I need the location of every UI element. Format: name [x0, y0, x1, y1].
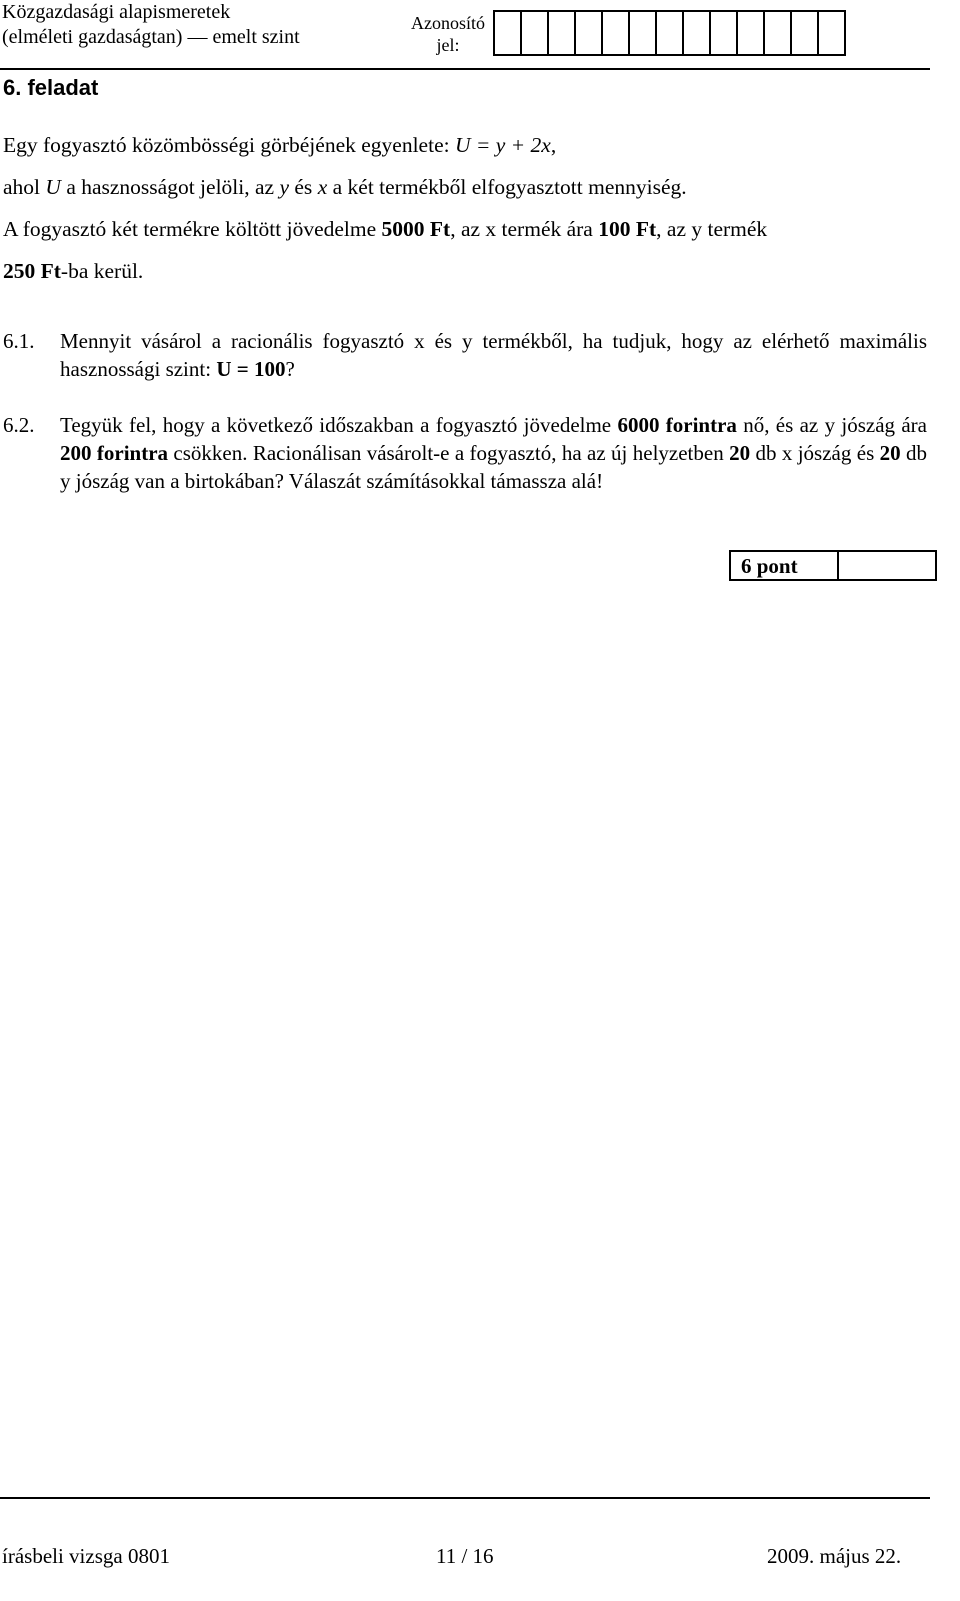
intro-line-1: Egy fogyasztó közömbösségi görbéjének egyenlete: U = y + 2x,: [3, 133, 557, 157]
footer-date: 2009. május 22.: [767, 1544, 902, 1568]
price-x-value: 100 Ft: [598, 217, 657, 241]
score-label: 6 pont: [731, 552, 839, 579]
score-input-field[interactable]: [839, 552, 935, 579]
intro-line-4: 250 Ft-ba kerül.: [3, 259, 144, 283]
header-subject: [2, 0, 300, 50]
header-divider: [0, 68, 930, 70]
score-box: [729, 550, 937, 581]
income-value: 5000 Ft: [381, 217, 451, 241]
id-code-box[interactable]: [520, 10, 549, 56]
id-code-box[interactable]: [628, 10, 657, 56]
id-code-box[interactable]: [601, 10, 630, 56]
price-y-value: 250 Ft: [3, 259, 61, 283]
id-code-box[interactable]: [655, 10, 684, 56]
footer-page-number: 11 / 16: [436, 1544, 494, 1568]
id-code-box[interactable]: [790, 10, 819, 56]
intro-line-2: ahol U a hasznosságot jelöli, az y és x a két termékből elfogyasztott mennyiség.: [3, 175, 687, 199]
footer-divider: [0, 1497, 930, 1499]
intro-line-3: A fogyasztó két termékre költött jövedelme 5000 Ft, az x termék ára 100 Ft, az y termék: [3, 217, 768, 241]
utility-formula: U = y + 2x: [454, 133, 551, 157]
id-code-box[interactable]: [763, 10, 792, 56]
question-number: 6.2.: [3, 413, 35, 437]
id-label-line2: jel:: [436, 35, 460, 55]
id-code-box[interactable]: [493, 10, 522, 56]
question-6-2: [3, 411, 927, 495]
id-code-box[interactable]: [682, 10, 711, 56]
question-number: 6.1.: [3, 329, 35, 353]
question-text: Mennyit vásárol a racionális fogyasztó x és y termékből, ha tudjuk, hogy az elérhető maximális hasznossági szint: U = 100?: [60, 329, 927, 381]
question-6-1: [3, 327, 927, 383]
footer-exam-code: írásbeli vizsga 0801: [2, 1544, 170, 1568]
task-title: 6. feladat: [3, 75, 99, 100]
header-subject-line2: (elméleti gazdaságtan) — emelt szint: [2, 26, 300, 48]
id-label-line1: Azonosító: [411, 13, 485, 33]
max-utility-value: U = 100: [216, 357, 286, 381]
id-code-boxes: [495, 10, 846, 56]
id-code-box[interactable]: [547, 10, 576, 56]
question-text: Tegyük fel, hogy a következő időszakban a fogyasztó jövedelme 6000 forintra nő, és az y jószág ára 200 forintra csökken. Racionálisan vásárolt-e a fogyasztó, ha az új helyzetben 20 db x jószág és 20 db y jószág van a birtokában? Válaszát számításokkal támassza alá!: [60, 413, 928, 493]
header-subject-line1: Közgazdasági alapismeretek: [2, 1, 231, 23]
id-code-box[interactable]: [574, 10, 603, 56]
id-label: [410, 12, 486, 56]
id-code-box[interactable]: [709, 10, 738, 56]
id-code-box[interactable]: [736, 10, 765, 56]
id-code-box[interactable]: [817, 10, 846, 56]
